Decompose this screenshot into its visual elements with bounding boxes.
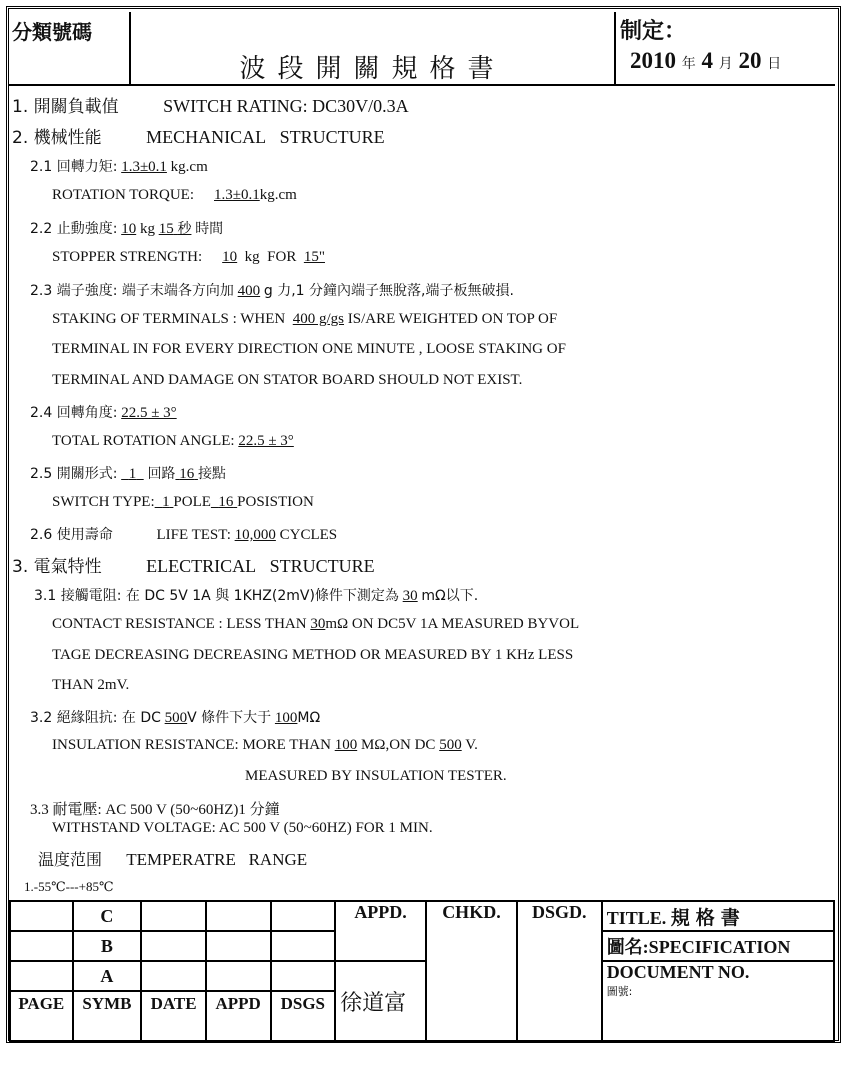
spec-body xyxy=(12,92,832,898)
item-2-3-en-2: TERMINAL IN FOR EVERY DIRECTION ONE MINUTE , LOOSE STAKING OF xyxy=(52,341,566,357)
classification-code-cell xyxy=(9,12,131,84)
item-2-3-en-3: TERMINAL AND DAMAGE ON STATOR BOARD SHOULD NOT EXIST. xyxy=(52,372,523,388)
section-4-temperature: 温度范围 TEMPERATRE RANGE xyxy=(38,850,308,869)
title-block xyxy=(9,900,835,1042)
item-2-2-cn: 2.2 止動強度: 10 kg 15 秒 時間 xyxy=(30,221,224,237)
rev-symbol-a: A xyxy=(73,961,142,991)
item-2-1-cn: 2.1 回轉力矩: 1.3±0.1 kg.cm xyxy=(30,159,208,175)
col-date: DATE xyxy=(141,991,206,1041)
item-3-1-en-3: THAN 2mV. xyxy=(52,677,130,693)
col-symb: SYMB xyxy=(73,991,142,1041)
title-field: TITLE. 規格書 xyxy=(602,901,834,931)
item-2-2-en: STOPPER STRENGTH: 10 kg FOR 15" xyxy=(52,249,325,265)
drawing-name-field: 圖名:SPECIFICATION xyxy=(602,931,834,961)
document-title: 波段開關規格書 xyxy=(239,54,506,84)
item-3-2-en-2: MEASURED BY INSULATION TESTER. xyxy=(245,768,507,784)
item-2-4-cn: 2.4 回轉角度: 22.5 ± 3° xyxy=(30,405,177,421)
appd-header: APPD. xyxy=(335,901,426,931)
item-2-5-en: SWITCH TYPE: 1 POLE 16 POSISTION xyxy=(52,494,314,510)
date-value: 2010 年 4 月 20 日 xyxy=(630,48,782,73)
item-3-2-cn: 3.2 絕緣阻抗: 在 DC 500V 條件下大于 100MΩ xyxy=(30,710,321,726)
approver-name: 徐道富 xyxy=(335,961,426,1041)
rev-symbol-b: B xyxy=(73,931,142,961)
section-3-electrical: 3. 電氣特性 ELECTRICAL STRUCTURE xyxy=(12,556,375,577)
col-page: PAGE xyxy=(10,991,73,1041)
classification-code-label: 分類號碼 xyxy=(12,20,92,44)
document-title-cell xyxy=(131,12,616,84)
section-1-switch-rating: 1. 開關負載值 SWITCH RATING: DC30V/0.3A xyxy=(12,96,409,117)
col-dsgs: DSGS xyxy=(271,991,336,1041)
dsgd-header: DSGD. xyxy=(517,901,602,1041)
item-2-5-cn: 2.5 開關形式: 1 回路 16 接點 xyxy=(30,466,226,482)
item-2-4-en: TOTAL ROTATION ANGLE: 22.5 ± 3° xyxy=(52,433,294,449)
item-2-3-en-1: STAKING OF TERMINALS : WHEN 400 g/gs IS/ARE WEIGHTED ON TOP OF xyxy=(52,311,558,327)
header-divider xyxy=(9,84,835,86)
rev-page-c xyxy=(10,901,73,931)
temperature-range-value: 1.-55℃---+85℃ xyxy=(24,879,114,894)
item-3-1-en-2: TAGE DECREASING DECREASING METHOD OR MEASURED BY 1 KHz LESS xyxy=(52,647,574,663)
col-appd: APPD xyxy=(206,991,271,1041)
item-3-3-cn: 3.3 耐電壓: AC 500 V (50~60HZ)1 分鐘 xyxy=(30,802,280,818)
item-3-2-en-1: INSULATION RESISTANCE: MORE THAN 100 MΩ,ON DC 500 V. xyxy=(52,737,478,753)
rev-symbol-c: C xyxy=(73,901,142,931)
item-3-1-cn: 3.1 接觸電阻: 在 DC 5V 1A 與 1KHZ(2mV)條件下測定為 30 mΩ以下. xyxy=(34,588,479,604)
item-2-1-en: ROTATION TORQUE: 1.3±0.1kg.cm xyxy=(52,187,297,203)
item-2-3-cn: 2.3 端子強度: 端子末端各方向加 400 g 力,1 分鐘內端子無脫落,端子板無破損. xyxy=(30,283,514,299)
date-label: 制定： xyxy=(620,19,687,44)
section-2-mechanical: 2. 機械性能 MECHANICAL STRUCTURE xyxy=(12,127,385,148)
item-3-1-en-1: CONTACT RESISTANCE : LESS THAN 30mΩ ON DC5V 1A MEASURED BYVOL xyxy=(52,616,580,632)
item-3-3-en: WITHSTAND VOLTAGE: AC 500 V (50~60HZ) FOR 1 MIN. xyxy=(52,820,433,836)
document-number-field: DOCUMENT NO. 圖號: xyxy=(602,961,834,1041)
item-2-6: 2.6 使用壽命 LIFE TEST: 10,000 CYCLES xyxy=(30,527,338,543)
chkd-header: CHKD. xyxy=(426,901,517,1041)
